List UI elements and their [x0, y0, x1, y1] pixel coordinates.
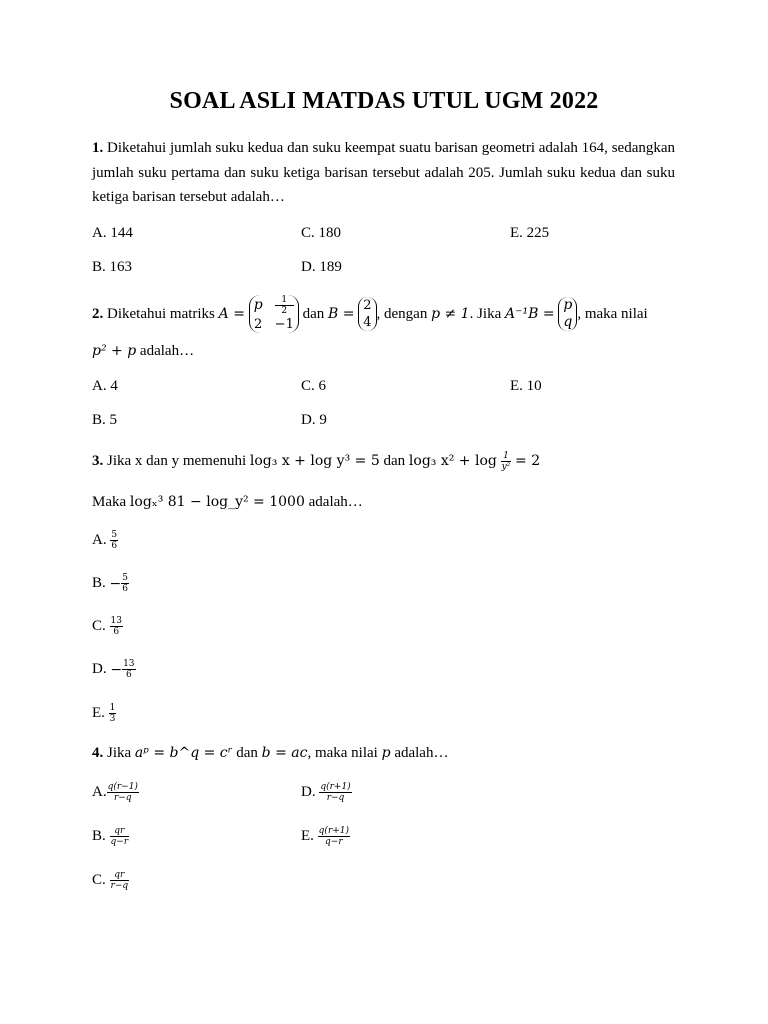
q4-option-c: C. $\frac{qr}{r-q}$ — [92, 870, 129, 891]
question-4-text-2: dan — [236, 745, 258, 761]
b-equation: b = ac — [261, 745, 308, 761]
vector-pq: p q — [558, 297, 577, 331]
question-4-text-4: adalah… — [394, 745, 449, 761]
question-2 — [92, 294, 648, 334]
condition-p: p ≠ 1 — [431, 306, 470, 322]
q4-option-a: A. $\frac{q(r-1)}{r-q}$ — [92, 782, 138, 803]
equation-3: logₓ³ 81 − log_y² = 1000 — [129, 494, 305, 510]
q2-option-b: B. 5 — [92, 412, 118, 428]
question-2-text-2: dan — [302, 305, 325, 322]
question-2-text-3: , dengan — [376, 305, 428, 322]
q3-option-d: D. − $\frac{13}{6}$ — [92, 659, 135, 680]
question-4-variable: p — [381, 745, 391, 761]
matrix-a-label: A = — [218, 306, 245, 322]
question-3-text-2: dan — [383, 452, 406, 469]
page-title: SOAL ASLI MATDAS UTUL UGM 2022 — [169, 88, 599, 114]
equation-2-fraction: $\frac{1}{\text{y²}}$ — [501, 450, 511, 472]
equation-2-left: log₃ x² + log — [408, 453, 497, 469]
question-2-line-2 — [92, 343, 194, 360]
q2-option-c: C. 6 — [301, 378, 327, 394]
question-3-line-2 — [92, 494, 363, 511]
question-2-text-6: adalah… — [139, 343, 195, 359]
q1-option-c: C. 180 — [301, 225, 342, 241]
q4-option-e: E. $\frac{q(r+1)}{q-r}$ — [301, 826, 350, 847]
q2-option-a: A. 4 — [92, 378, 118, 394]
q3-option-a: A. $\frac{5}{6}$ — [92, 530, 118, 551]
question-3-text-3: Maka — [92, 494, 127, 510]
question-1-number: 1. — [92, 140, 104, 156]
q3-option-e: E. $\frac{1}{3}$ — [92, 703, 116, 724]
q3-option-c: C. $\frac{13}{6}$ — [92, 616, 122, 637]
question-3-text-4: adalah… — [308, 494, 363, 510]
question-4-text-3: , maka nilai — [307, 745, 378, 761]
question-2-text-5: , maka nilai — [577, 305, 648, 322]
question-4-number: 4. — [92, 745, 104, 761]
inverse-product: A⁻¹B = — [505, 306, 555, 322]
q4-option-b: B. $\frac{qr}{q-r}$ — [92, 826, 129, 847]
vector-b: 2 4 — [358, 297, 376, 331]
question-2-number: 2. — [92, 305, 104, 322]
matrix-b-label: B = — [328, 306, 355, 322]
matrix-a-cell-22: −1 — [274, 317, 294, 332]
question-3-text-1: Jika x dan y memenuhi — [107, 452, 247, 469]
q1-option-e: E. 225 — [510, 225, 550, 241]
q3-option-b: B. − $\frac{5}{6}$ — [92, 573, 128, 594]
matrix-a-cell-11: p — [253, 297, 263, 313]
matrix-a-cell-21: 2 — [254, 317, 263, 332]
q2-option-e: E. 10 — [510, 378, 542, 394]
power-equation: aᵖ = b^q = cʳ — [134, 745, 233, 761]
question-2-text-1: Diketahui matriks — [107, 305, 215, 322]
q4-option-d: D. $\frac{q(r+1)}{r-q}$ — [301, 782, 351, 803]
question-2-text-4: . Jika — [469, 305, 502, 322]
question-4 — [92, 745, 448, 762]
matrix-a-cell-12: $\frac{1}{2}$ — [275, 295, 294, 316]
question-1 — [92, 136, 675, 210]
q1-option-b: B. 163 — [92, 259, 133, 275]
question-4-text-1: Jika — [107, 745, 132, 761]
q1-option-d: D. 189 — [301, 259, 342, 275]
equation-2-right: = 2 — [515, 453, 541, 469]
q2-option-d: D. 9 — [301, 412, 327, 428]
question-3-number: 3. — [92, 452, 104, 469]
question-1-text: Diketahui jumlah suku kedua dan suku keempat suatu barisan geometri adalah 164, sedangkan jumlah suku pertama dan suku ketiga barisan tersebut adalah 205. Jumlah suku kedua dan suku ketiga barisan tersebut adalah… — [92, 140, 676, 205]
equation-1: log₃ x + log y³ = 5 — [249, 453, 380, 469]
question-2-expression: p² + p — [92, 343, 137, 359]
question-3 — [92, 448, 540, 474]
matrix-a — [249, 295, 299, 333]
q1-option-a: A. 144 — [92, 225, 133, 241]
